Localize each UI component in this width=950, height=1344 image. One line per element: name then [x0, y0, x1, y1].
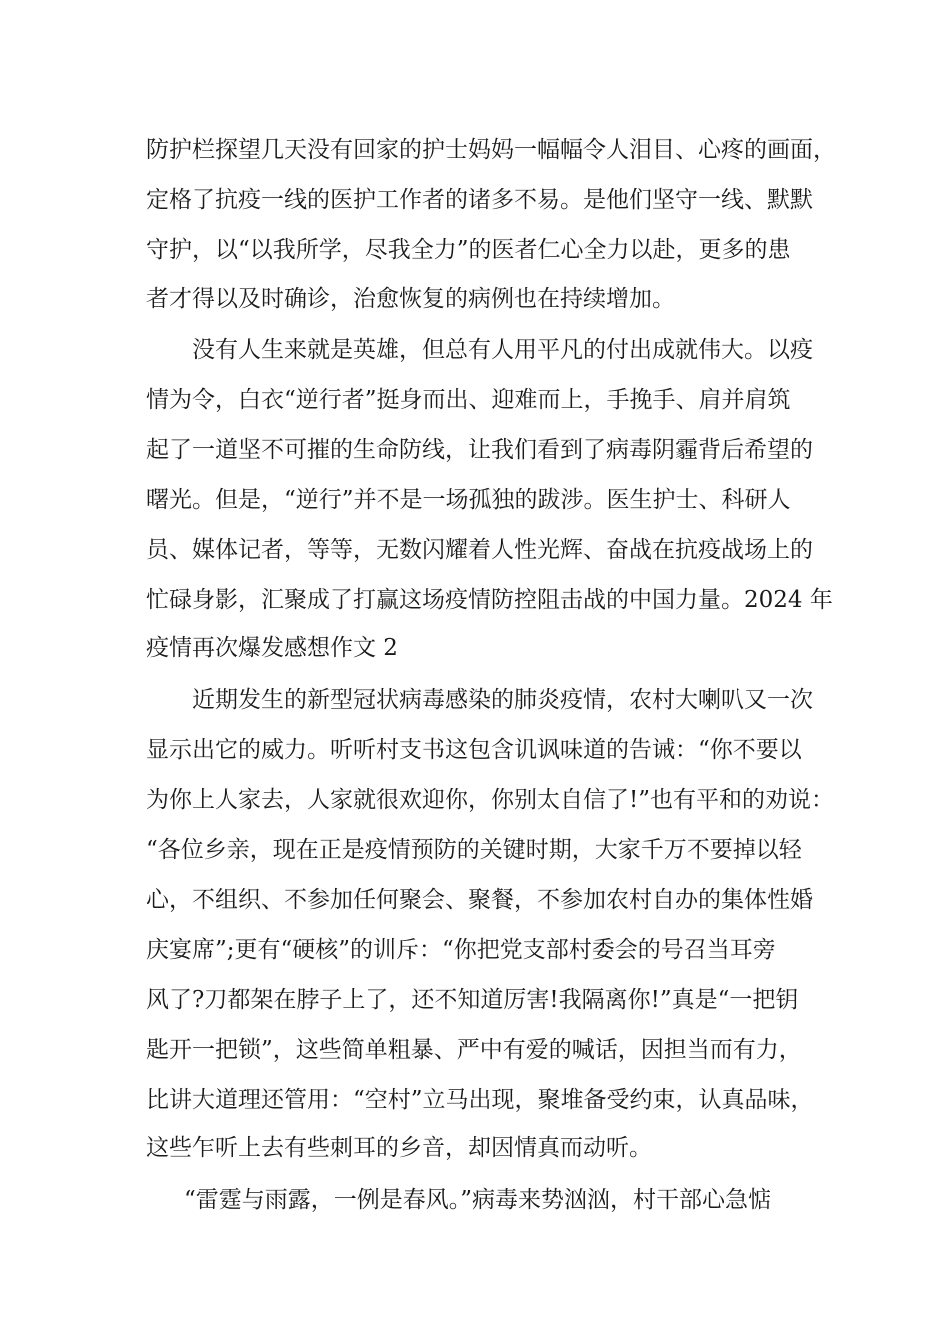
text-line: 忙碌身影，汇聚成了打赢这场疫情防控阻击战的中国力量。2024 年	[146, 587, 833, 613]
text-line: “各位乡亲，现在正是疫情预防的关键时期，大家千万不要掉以轻	[146, 837, 802, 863]
paragraph-first-line: 没有人生来就是英雄，但总有人用平凡的付出成就伟大。以疫	[192, 337, 813, 363]
text-line: 防护栏探望几天没有回家的护士妈妈一幅幅令人泪目、心疼的画面，	[146, 137, 836, 163]
text-line: 者才得以及时确诊，治愈恢复的病例也在持续增加。	[146, 286, 675, 312]
text-line: 员、媒体记者，等等，无数闪耀着人性光辉、奋战在抗疫战场上的	[146, 537, 813, 563]
text-line: 显示出它的威力。听听村支书这包含讥讽味道的告诫：“你不要以	[146, 737, 802, 763]
text-line: 为你上人家去，人家就很欢迎你，你别太自信了!”也有平和的劝说：	[146, 787, 835, 813]
paragraph-first-line: “雷霆与雨露，一例是春风。”病毒来势汹汹，村干部心急惦	[184, 1187, 772, 1213]
text-line: 起了一道坚不可摧的生命防线，让我们看到了病毒阴霾背后希望的	[146, 437, 813, 463]
text-line: 风了?刀都架在脖子上了，还不知道厉害!我隔离你!”真是“一把钥	[146, 987, 799, 1013]
text-line: 定格了抗疫一线的医护工作者的诸多不易。是他们坚守一线、默默	[146, 187, 813, 213]
section-heading: 疫情再次爆发感想作文 2	[146, 635, 398, 661]
text-line: 心，不组织、不参加任何聚会、聚餐，不参加农村自办的集体性婚	[146, 887, 813, 913]
text-line: 匙开一把锁”，这些简单粗暴、严中有爱的喊话，因担当而有力，	[146, 1037, 802, 1063]
paragraph-first-line: 近期发生的新型冠状病毒感染的肺炎疫情，农村大喇叭又一次	[192, 687, 813, 713]
text-line: 这些乍听上去有些刺耳的乡音，却因情真而动听。	[146, 1135, 652, 1161]
text-line: 守护，以“以我所学，尽我全力”的医者仁心全力以赴，更多的患	[146, 237, 791, 263]
text-line: 情为令，白衣“逆行者”挺身而出、迎难而上，手挽手、肩并肩筑	[146, 387, 791, 413]
text-line: 曙光。但是，“逆行”并不是一场孤独的跋涉。医生护士、科研人	[146, 487, 791, 513]
text-line: 庆宴席”;更有“硬核”的训斥：“你把党支部村委会的号召当耳旁	[146, 937, 776, 963]
text-line: 比讲大道理还管用：“空村”立马出现，聚堆备受约束，认真品味，	[146, 1087, 814, 1113]
